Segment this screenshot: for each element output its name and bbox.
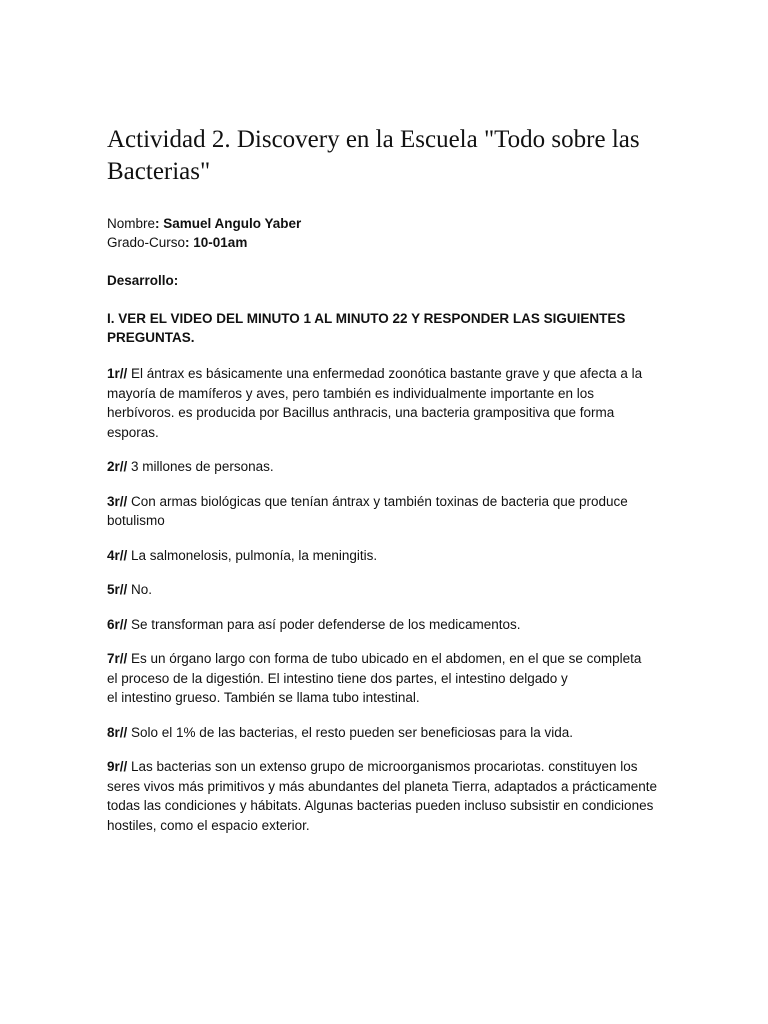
answer-text: Es un órgano largo con forma de tubo ubicado en el abdomen, en el que se completa bbox=[127, 651, 642, 666]
nombre-line bbox=[107, 214, 668, 233]
answer-item bbox=[107, 364, 662, 442]
answer-number: 3r// bbox=[107, 493, 128, 509]
answer-item bbox=[107, 615, 662, 635]
student-info bbox=[107, 214, 668, 252]
answer-item bbox=[107, 492, 662, 531]
answer-item bbox=[107, 757, 662, 835]
answer-text: El ántrax es básicamente una enfermedad zoonótica bastante grave y que afecta a la mayoría de mamíferos y aves, pero también es individualmente importante en los herbívoros. es producida por Bacillus anthracis, una bacteria grampositiva que forma esporas. bbox=[107, 366, 643, 440]
desarrollo-heading: Desarrollo: bbox=[107, 273, 179, 288]
answer-item bbox=[107, 457, 662, 477]
grado-label: Grado-Curso bbox=[107, 235, 186, 250]
answer-text: Solo el 1% de las bacterias, el resto pueden ser beneficiosas para la vida. bbox=[127, 724, 574, 740]
answer-item bbox=[107, 580, 662, 600]
document-title: Actividad 2. Discovery en la Escuela "Todo sobre las Bacterias" bbox=[107, 126, 640, 185]
answer-text: Las bacterias son un extenso grupo de microorganismos procariotas. constituyen los seres vivos más primitivos y más abundantes del planeta Tierra, adaptados a prácticamente todas las condiciones y hábitats. Algunas bacterias pueden incluso subsistir en condiciones hostiles, como el espacio exterior. bbox=[107, 759, 658, 833]
answers-list bbox=[107, 364, 668, 835]
answer-text: el proceso de la digestión. El intestino tiene dos partes, el intestino delgado y bbox=[107, 670, 568, 686]
answer-number: 8r// bbox=[107, 724, 128, 740]
answer-number: 1r// bbox=[107, 366, 128, 381]
answer-number: 4r// bbox=[107, 547, 128, 563]
grado-line bbox=[107, 233, 668, 252]
answer-number: 7r// bbox=[107, 651, 128, 666]
answer-text: La salmonelosis, pulmonía, la meningitis. bbox=[127, 547, 378, 563]
answer-item bbox=[107, 723, 662, 743]
section-heading: I. VER EL VIDEO DEL MINUTO 1 AL MINUTO 22 Y RESPONDER LAS SIGUIENTES PREGUNTAS. bbox=[107, 311, 626, 345]
answer-text: Se transforman para así poder defenderse de los medicamentos. bbox=[127, 616, 521, 632]
answer-text: 3 millones de personas. bbox=[127, 459, 274, 474]
answer-number: 6r// bbox=[107, 616, 128, 632]
answer-item bbox=[107, 649, 662, 708]
answer-number: 5r// bbox=[107, 582, 128, 597]
nombre-value: : Samuel Angulo Yaber bbox=[155, 216, 302, 231]
answer-text: el intestino grueso. También se llama tubo intestinal. bbox=[107, 690, 420, 705]
answer-text: Con armas biológicas que tenían ántrax y también toxinas de bacteria que produce botulismo bbox=[107, 493, 628, 528]
answer-number: 2r// bbox=[107, 459, 128, 474]
answer-number: 9r// bbox=[107, 759, 128, 774]
answer-text: No. bbox=[127, 582, 153, 597]
grado-value: : 10-01am bbox=[185, 235, 248, 250]
nombre-label: Nombre bbox=[107, 216, 156, 231]
answer-item bbox=[107, 546, 662, 566]
